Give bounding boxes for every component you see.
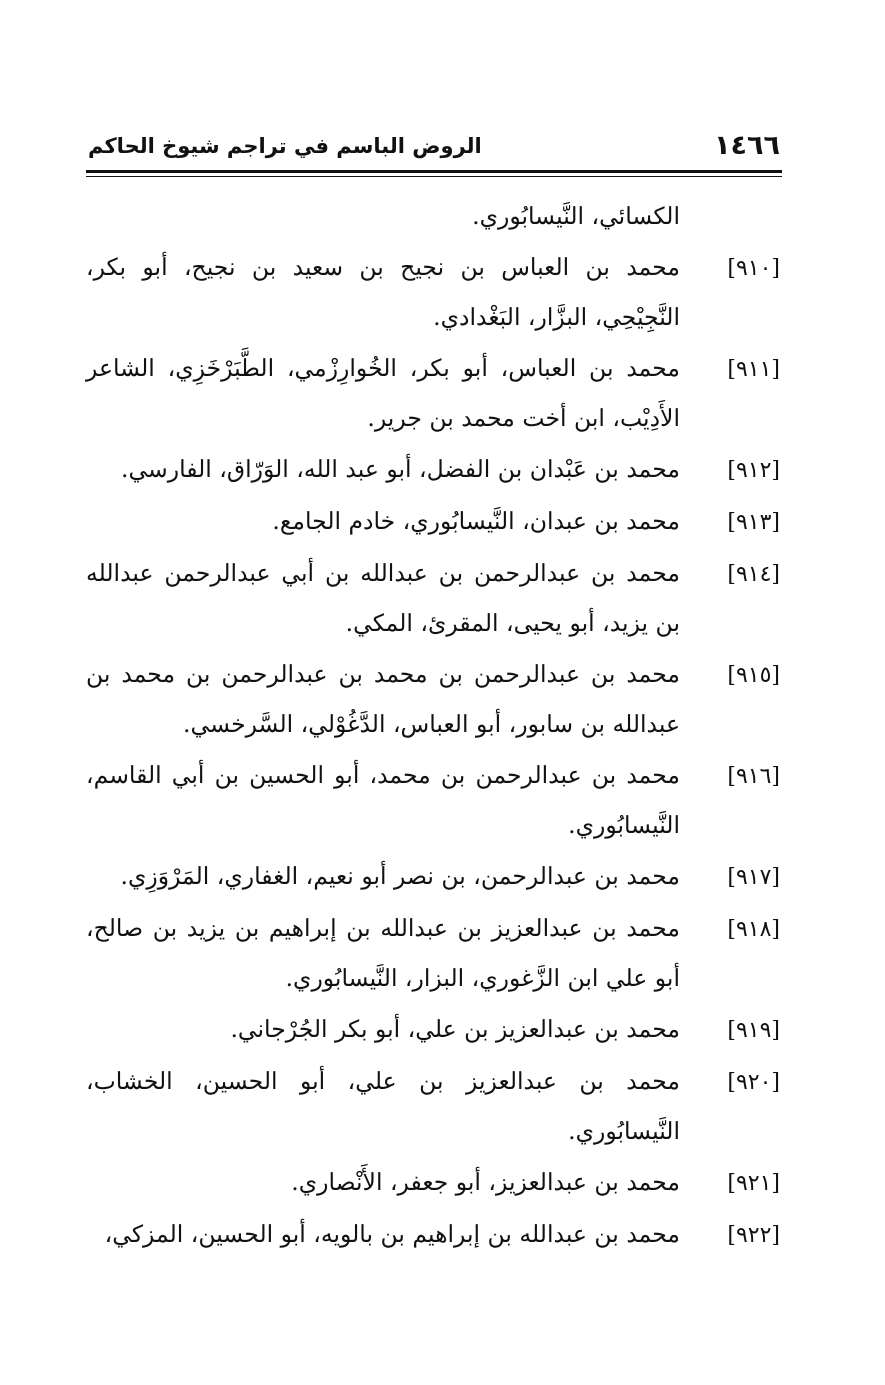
entry-number: [٩١٧]: [727, 865, 780, 890]
entry-913: [86, 497, 780, 547]
entry-number: [٩١٤]: [727, 562, 780, 587]
entry-text: محمد بن عبدالعزيز بن علي، أبو بكر الجُرْجاني.: [230, 1015, 680, 1043]
header-rule-thin: [86, 176, 782, 177]
entry-922: [86, 1210, 780, 1260]
entry-number: [٩٢١]: [727, 1171, 780, 1196]
biography-list: [86, 192, 780, 1262]
entry-919: [86, 1005, 780, 1055]
entry-number: [٩٢٢]: [727, 1223, 780, 1248]
entry-number: [٩١٩]: [727, 1018, 780, 1043]
entry-914: [86, 549, 780, 648]
entry-text: محمد بن عَبْدان بن الفضل، أبو عبد الله، الوَرّاق، الفارسي.: [120, 455, 680, 483]
running-header: [88, 130, 780, 170]
entry-911: [86, 344, 780, 443]
entry-text: محمد بن عبدالعزيز بن عبدالله بن إبراهيم بن يزيد بن صالح، أبو علي ابن الزَّغوري، البزار، النَّيسابُوري.: [86, 914, 680, 992]
entry-text: محمد بن عبدالرحمن بن عبدالله بن أبي عبدالرحمن عبدالله بن يزيد، أبو يحيى، المقرئ، المكي.: [86, 559, 680, 637]
entry-text: محمد بن عبدالعزيز، أبو جعفر، الأَنْصاري.: [291, 1168, 680, 1196]
entry-text: محمد بن عبدالرحمن بن محمد، أبو الحسين بن أبي القاسم، النَّيسابُوري.: [86, 761, 680, 839]
entry-915: [86, 650, 780, 749]
entry-text: محمد بن عبدان، النَّيسابُوري، خادم الجامع.: [272, 507, 680, 535]
entry-text: محمد بن عبدالعزيز بن علي، أبو الحسين، الخشاب، النَّيسابُوري.: [86, 1067, 680, 1145]
entry-number: [٩١٠]: [727, 256, 780, 281]
entry-text: محمد بن عبدالرحمن بن محمد بن عبدالرحمن بن محمد بن عبدالله بن سابور، أبو العباس، الدَّغُوْلي، السَّرخسي.: [86, 660, 680, 738]
header-rule-thick: [86, 170, 782, 173]
entry-912: [86, 445, 780, 495]
entry-number: [٩١٣]: [727, 510, 780, 535]
entry-number: [٩١١]: [727, 357, 780, 382]
entry-number: [٩١٥]: [727, 663, 780, 688]
entry-920: [86, 1057, 780, 1156]
entry-number: [٩٢٠]: [727, 1070, 780, 1095]
continuation-line: الكسائي، النَّيسابُوري.: [472, 202, 680, 230]
entry-text: محمد بن العباس بن نجيح بن سعيد بن نجيح، أبو بكر، النَّجِيْحِي، البزَّار، البَغْدادي.: [86, 253, 680, 331]
entry-917: [86, 852, 780, 902]
entry-number: [٩١٢]: [727, 458, 780, 483]
entry-918: [86, 904, 780, 1003]
entry-910: [86, 243, 780, 342]
entry-number: [٩١٦]: [727, 764, 780, 789]
entry-916: [86, 751, 780, 850]
entry-921: [86, 1158, 780, 1208]
entry-text: محمد بن العباس، أبو بكر، الخُوارِزْمي، الطَّبَرْخَزِي، الشاعر الأَدِيْب، ابن أخت محمد بن جرير.: [86, 354, 680, 432]
entry-text: محمد بن عبدالرحمن، بن نصر أبو نعيم، الغفاري، المَرْوَزِي.: [120, 862, 680, 890]
entry-text: محمد بن عبدالله بن إبراهيم بن بالويه، أبو الحسين، المزكي،: [104, 1220, 680, 1248]
entry-number: [٩١٨]: [727, 917, 780, 942]
book-title: الروض الباسم في تراجم شيوخ الحاكم: [88, 134, 482, 158]
page-number: ١٤٦٦: [714, 130, 780, 161]
